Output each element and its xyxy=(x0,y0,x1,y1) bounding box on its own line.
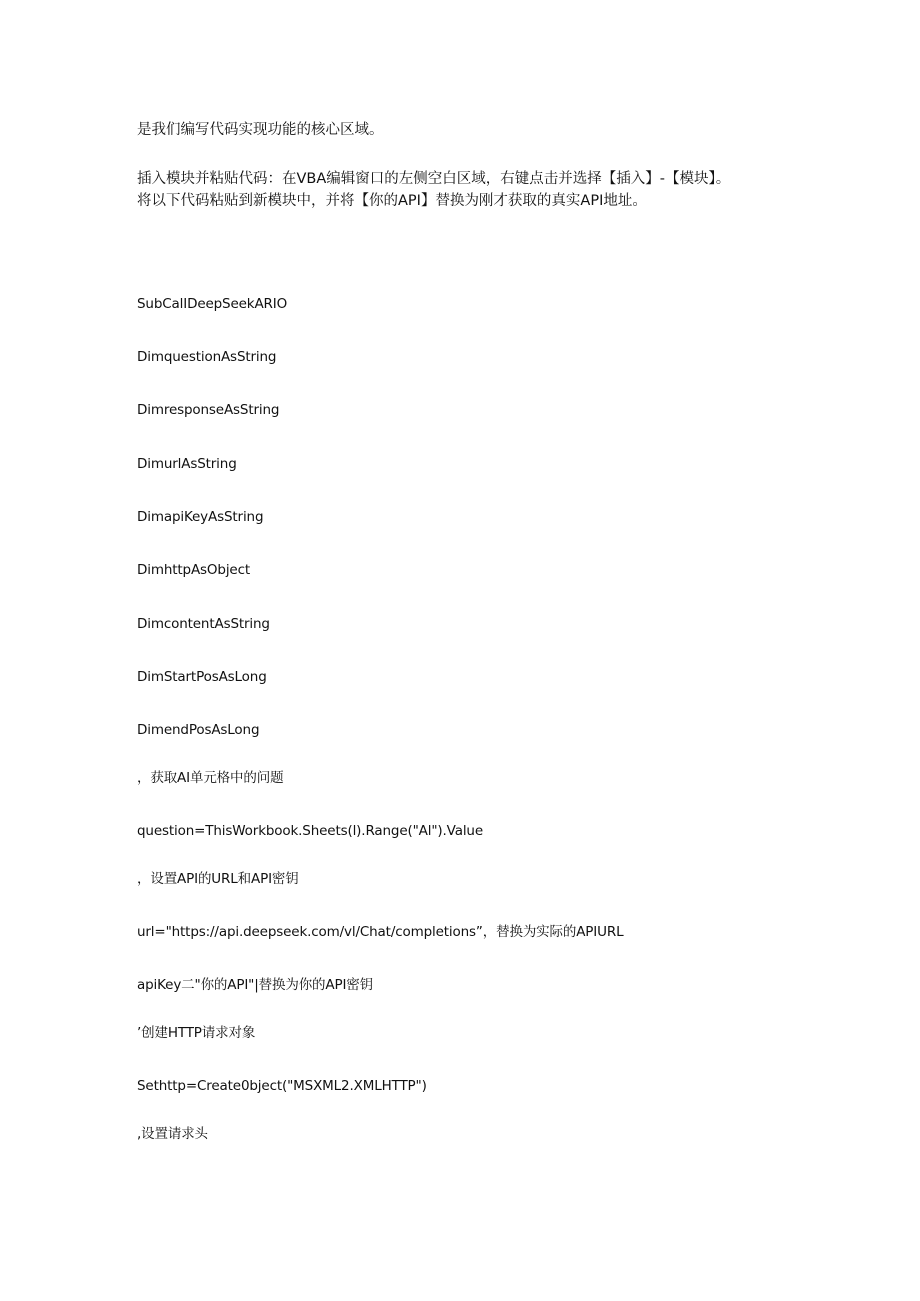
code-comment-line: ，设置API的URL和API密钥 xyxy=(137,871,299,887)
code-line: SubCalIDeepSeekARIO xyxy=(137,296,288,312)
code-line: question=ThisWorkbook.Sheets(l).Range("Al").Value xyxy=(137,823,483,839)
code-line: DimapiKeyAsString xyxy=(137,509,264,525)
code-comment-line: ,设置请求头 xyxy=(137,1126,208,1142)
code-line: url="https://api.deepseek.com/vl/Chat/completions”，替换为实际的APIURL xyxy=(137,924,624,940)
code-line: DimStartPosAsLong xyxy=(137,669,267,685)
code-comment-line: ，获取AI单元格中的问题 xyxy=(137,770,284,786)
code-line: DimurlAsString xyxy=(137,456,237,472)
code-line: DimhttpAsObject xyxy=(137,562,250,578)
intro-paragraph-line: 插入模块并粘贴代码：在VBA编辑窗口的左侧空白区域，右键点击并选择【插入】-【模块】。 xyxy=(137,171,731,187)
intro-paragraph-line: 是我们编写代码实现功能的核心区域。 xyxy=(137,122,384,138)
code-comment-line: ’创建HTTP请求对象 xyxy=(137,1025,256,1041)
intro-paragraph-line: 将以下代码粘贴到新模块中，并将【你的API】替换为刚才获取的真实API地址。 xyxy=(137,193,647,209)
code-line: apiKey二"你的API"|替换为你的API密钥 xyxy=(137,977,374,993)
code-line: DimcontentAsString xyxy=(137,616,270,632)
code-line: DimquestionAsString xyxy=(137,349,277,365)
code-line: DimresponseAsString xyxy=(137,402,280,418)
code-line: DimendPosAsLong xyxy=(137,722,260,738)
code-line: Sethttp=Create0bject("MSXML2.XMLHTTP") xyxy=(137,1078,427,1094)
